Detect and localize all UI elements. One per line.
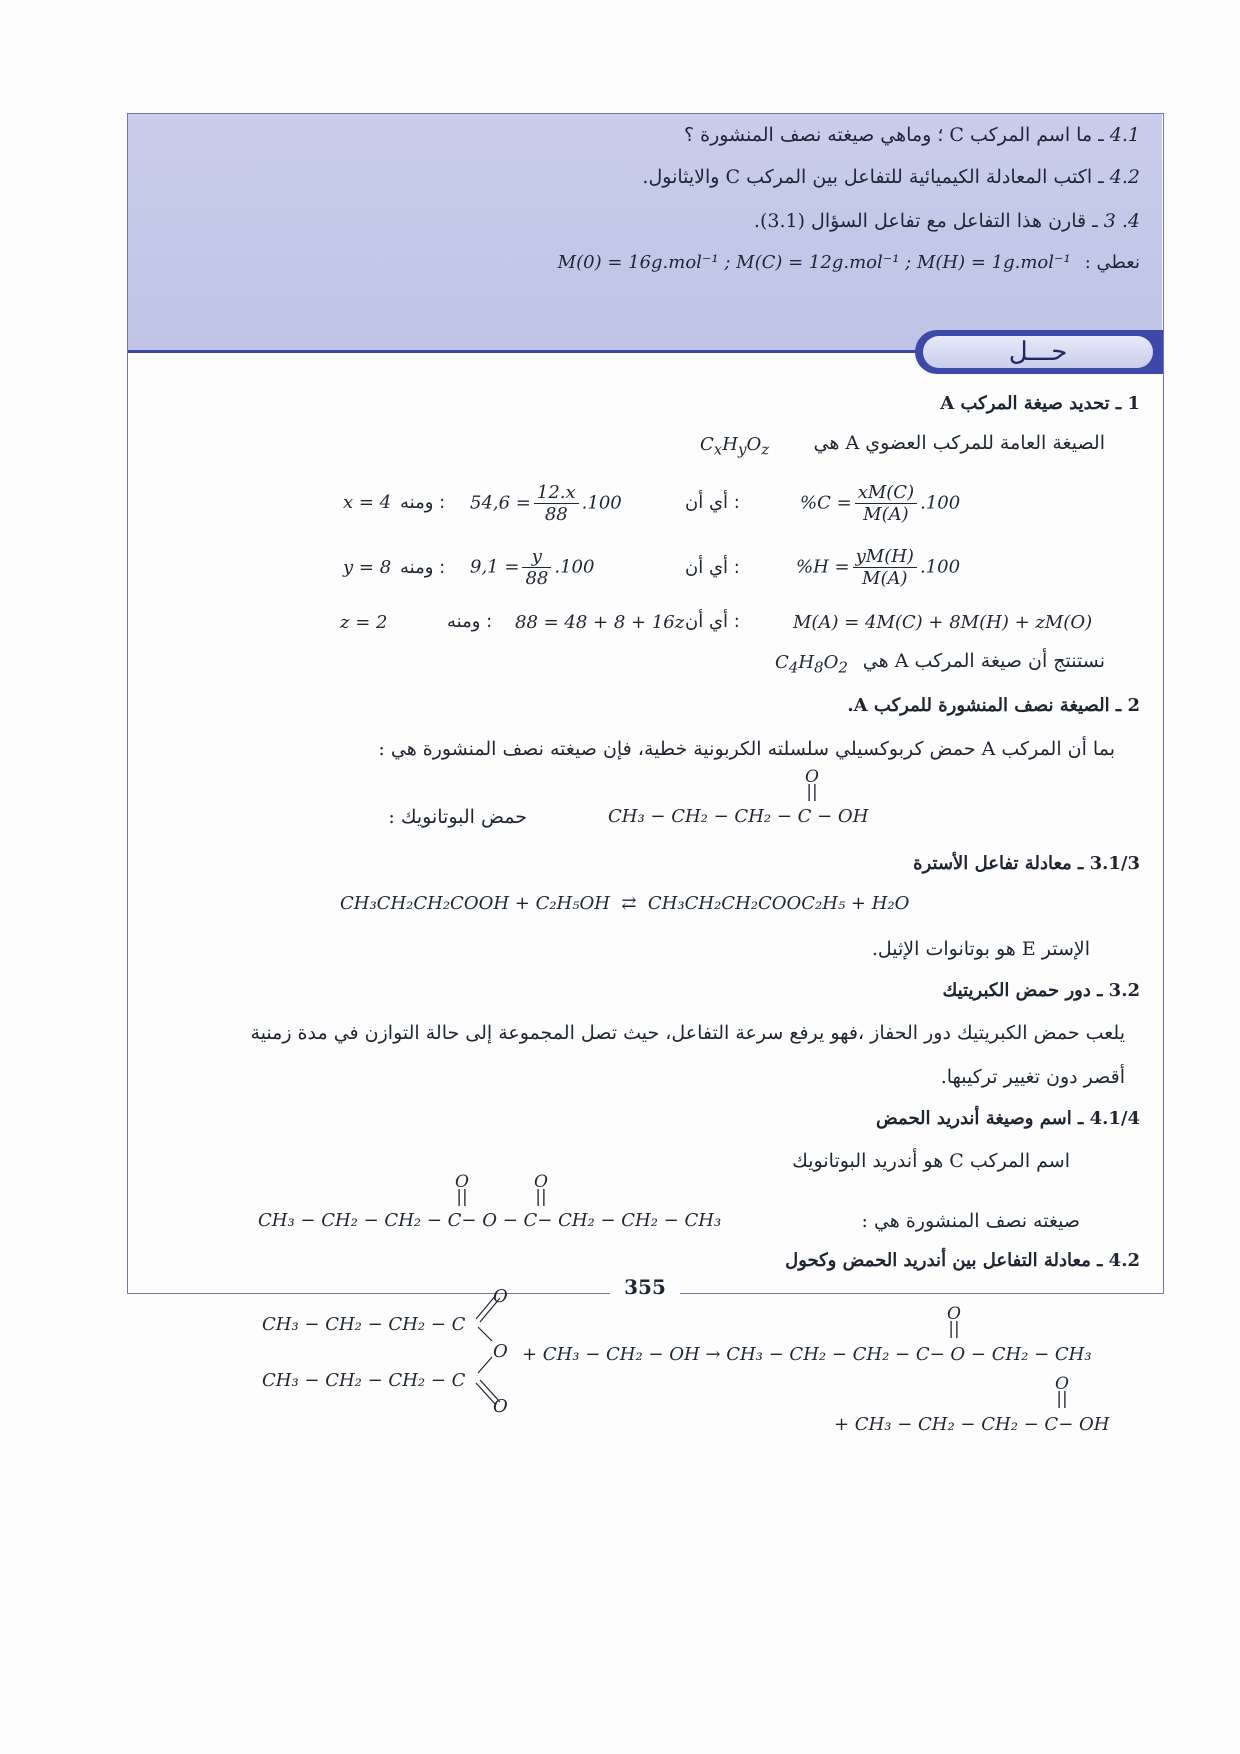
questions-box <box>128 114 1162 353</box>
wa-minhu-1: ومنه : <box>400 492 446 513</box>
heading-1: 1 ـ تحديد صيغة المركب A <box>940 393 1140 414</box>
butanoic-acid-formula: CH₃ − CH₂ − CH₂ − C − OH <box>608 806 869 827</box>
question-4-3: 4. 3 ـ قارن هذا التفاعل مع تفاعل السؤال (3.1). <box>753 210 1140 232</box>
conclusion-text: نستنتج أن صيغة المركب A هي <box>862 650 1105 672</box>
alcoholysis-reaction: + CH₃ − CH₂ − OH → CH₃ − CH₂ − CH₂ − C− O − CH₂ − CH₃ <box>522 1344 1092 1365</box>
conclusion-formula: $C_4H_8O_2$ <box>775 652 848 677</box>
section-2-text: بما أن المركب A حمض كربوكسيلي سلسلته الكربونية خطية، فإن صيغته نصف المنشورة هي : <box>378 738 1115 760</box>
ai-anna-2: أي أن : <box>685 557 740 578</box>
result-y: y = 8 <box>343 557 392 578</box>
carbonyl-o-acid-2: O || <box>1055 1374 1069 1409</box>
anhydride-top-chain: CH₃ − CH₂ − CH₂ − C <box>262 1314 466 1335</box>
anhydride-name: اسم المركب C هو أندريد البوتانويك <box>792 1150 1070 1172</box>
page-number: 355 <box>610 1275 680 1299</box>
catalyst-line-1: يلعب حمض الكبريتيك دور الحفاز ،فهو يرفع سرعة التفاعل، حيث تصل المجموعة إلى حالة التوازن في مدة زمنية <box>250 1022 1125 1044</box>
carbonyl-o-2: O || <box>534 1172 548 1207</box>
anhydride-formula-label: صيغته نصف المنشورة هي : <box>861 1210 1080 1232</box>
anhydride-formula: CH₃ − CH₂ − CH₂ − C− O − C− CH₂ − CH₂ − CH₃ <box>258 1210 722 1231</box>
solution-tab: حـــل <box>915 330 1163 374</box>
anhydride-bottom-chain: CH₃ − CH₂ − CH₂ − C <box>262 1370 466 1391</box>
result-z: z = 2 <box>340 612 388 633</box>
percent-h-formula: %H = $\frac{yM(H)}{M(A)}$ .100 <box>796 546 961 589</box>
molar-mass-eq: M(A) = 4M(C) + 8M(H) + zM(O) <box>793 612 1093 633</box>
catalyst-line-2: أقصر دون تغيير تركيبها. <box>940 1066 1125 1088</box>
question-4-2: 4.2 ـ اكتب المعادلة الكيميائية للتفاعل بين المركب C والايثانول. <box>642 166 1140 188</box>
general-formula-text: الصيغة العامة للمركب العضوي A هي <box>813 432 1105 454</box>
esterification-eq: CH₃CH₂CH₂COOH + C₂H₅OH ⇄ CH₃CH₂CH₂COOC₂H₅ + H₂O <box>340 893 910 914</box>
carbonyl-o-ester: O || <box>947 1304 961 1339</box>
ai-anna-3: أي أن : <box>685 611 740 632</box>
equilibrium-arrow: ⇄ <box>621 893 637 914</box>
result-x: x = 4 <box>343 492 392 513</box>
heading-4-1: 4.1/4 ـ اسم وصيغة أندريد الحمض <box>875 1108 1140 1129</box>
heading-3-1: 3.1/3 ـ معادلة تفاعل الأسترة <box>913 853 1140 874</box>
heading-3-2: 3.2 ـ دور حمض الكبريتيك <box>942 980 1140 1001</box>
acid-product: + CH₃ − CH₂ − CH₂ − C− OH <box>834 1414 1110 1435</box>
percent-h-eq: 9,1 = $\frac{y}{88}$ .100 <box>470 546 595 589</box>
heading-2: 2 ـ الصيغة نصف المنشورة للمركب A. <box>847 695 1140 716</box>
heading-4-2: 4.2 ـ معادلة التفاعل بين أندريد الحمض وكحول <box>785 1250 1140 1271</box>
acid-name: حمض البوتانويك : <box>388 806 527 828</box>
ester-name: الإستر E هو بوتانوات الإثيل. <box>871 938 1090 960</box>
ai-anna-1: أي أن : <box>685 492 740 513</box>
anhydride-o-bridge: O <box>493 1341 508 1362</box>
mass-balance-eq: 88 = 48 + 8 + 16z <box>515 612 685 633</box>
given-masses: نعطي :M(0) = 16g.mol⁻¹ ; M(C) = 12g.mol⁻¹ ; M(H) = 1g.mol⁻¹ <box>557 252 1140 273</box>
wa-minhu-3: ومنه : <box>447 611 493 632</box>
percent-c-eq: 54,6 = $\frac{12.x}{88}$ .100 <box>470 482 622 525</box>
anhydride-o-bottom: O <box>493 1396 508 1417</box>
carbonyl-o-acid: O || <box>805 767 819 802</box>
wa-minhu-2: ومنه : <box>400 557 446 578</box>
percent-c-formula: %C = $\frac{xM(C)}{M(A)}$ .100 <box>800 482 961 525</box>
general-formula: $C_xH_yO_z$ <box>700 434 770 459</box>
anhydride-o-top: O <box>493 1286 508 1307</box>
carbonyl-o-1: O || <box>455 1172 469 1207</box>
question-4-1: 4.1 ـ ما اسم المركب C ؛ وماهي صيغته نصف المنشورة ؟ <box>683 124 1140 146</box>
